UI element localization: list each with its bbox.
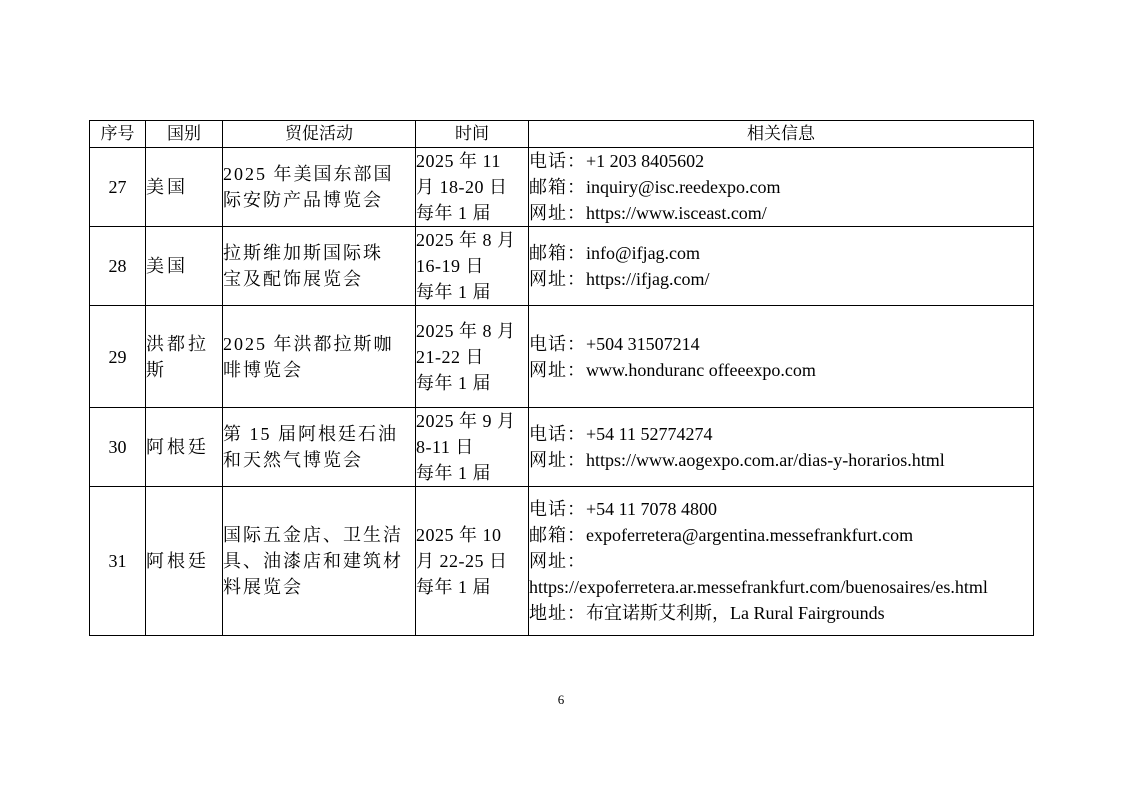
info-website-url (529, 574, 1033, 600)
time-line: 每年 1 届 (416, 282, 491, 302)
phone-value: +1 203 8405602 (586, 151, 705, 171)
event-line: 宝及配饰展览会 (223, 269, 363, 289)
info-label: 电话： (529, 151, 586, 171)
event-line: 拉斯维加斯国际珠 (223, 243, 383, 263)
row-info (529, 487, 1034, 636)
table-header-row (90, 121, 1034, 148)
time-line: 每年 1 届 (416, 372, 491, 393)
time-line: 月 22-25 日 (416, 551, 508, 571)
info-label: 网址： (529, 203, 586, 223)
time-line: 8-11 日 (416, 437, 474, 457)
row-country (146, 227, 223, 306)
row-country (146, 306, 223, 408)
info-label: 邮箱： (529, 525, 586, 545)
email-link[interactable]: expoferretera@argentina.messefrankfurt.com (586, 525, 914, 545)
event-line: 第 15 届阿根廷石油 (223, 424, 398, 444)
row-country (146, 408, 223, 487)
time-line: 2025 年 9 月 (416, 411, 516, 431)
header-country: 国别 (146, 121, 223, 148)
time-line: 每年 1 届 (416, 203, 491, 223)
info-email (529, 174, 1033, 200)
row-event (223, 306, 416, 408)
event-line: 具、油漆店和建筑材 (223, 551, 403, 571)
time-line: 2025 年 8 月 (416, 320, 516, 341)
header-info: 相关信息 (529, 121, 1034, 148)
info-website (529, 357, 1033, 383)
info-label: 邮箱： (529, 243, 586, 263)
info-email (529, 522, 1033, 548)
address-value: 布宜诺斯艾利斯，La Rural Fairgrounds (586, 603, 885, 623)
country-line: 洪都拉 (146, 333, 209, 354)
info-label: 网址： (529, 269, 586, 289)
country-line: 斯 (146, 359, 167, 380)
website-link[interactable]: https://expoferretera.ar.messefrankfurt.com/buenosaires/es.html (529, 577, 988, 597)
row-info (529, 408, 1034, 487)
row-country (146, 487, 223, 636)
header-time: 时间 (416, 121, 529, 148)
time-line: 每年 1 届 (416, 463, 491, 483)
row-time (416, 408, 529, 487)
phone-value: +54 11 7078 4800 (586, 499, 717, 519)
time-line: 21-22 日 (416, 346, 484, 367)
event-line: 料展览会 (223, 577, 303, 597)
time-line: 2025 年 8 月 (416, 230, 516, 250)
info-phone (529, 496, 1033, 522)
website-link[interactable]: www.honduranc offeeexpo.com (586, 359, 816, 380)
info-phone (529, 421, 1033, 447)
event-line: 2025 年美国东部国 (223, 164, 394, 184)
info-website (529, 447, 1033, 473)
info-label: 网址： (529, 450, 586, 470)
row-number: 28 (90, 227, 146, 306)
event-line: 际安防产品博览会 (223, 190, 383, 210)
row-number: 31 (90, 487, 146, 636)
row-event (223, 227, 416, 306)
row-time (416, 227, 529, 306)
info-label: 电话： (529, 424, 586, 444)
country-line: 阿根廷 (146, 437, 209, 457)
country-line: 美国 (146, 256, 188, 276)
time-line: 2025 年 10 (416, 525, 502, 545)
info-phone (529, 331, 1033, 357)
row-info (529, 148, 1034, 227)
event-line: 国际五金店、卫生洁 (223, 525, 403, 545)
info-label: 网址： (529, 359, 586, 380)
header-event: 贸促活动 (223, 121, 416, 148)
time-line: 每年 1 届 (416, 577, 491, 597)
info-label: 网址： (529, 551, 586, 571)
trade-promotion-table (89, 120, 1034, 636)
row-time (416, 306, 529, 408)
time-line: 月 18-20 日 (416, 177, 508, 197)
row-number: 27 (90, 148, 146, 227)
row-time (416, 148, 529, 227)
phone-value: +504 31507214 (586, 333, 700, 354)
info-label: 地址： (529, 603, 586, 623)
table-row (90, 227, 1034, 306)
time-line: 2025 年 11 (416, 151, 501, 171)
info-website (529, 200, 1033, 226)
row-event (223, 487, 416, 636)
country-line: 美国 (146, 177, 188, 197)
row-number: 29 (90, 306, 146, 408)
info-phone (529, 148, 1033, 174)
event-line: 啡博览会 (223, 359, 303, 380)
header-num: 序号 (90, 121, 146, 148)
info-address (529, 600, 1033, 626)
table-row (90, 306, 1034, 408)
event-line: 和天然气博览会 (223, 450, 363, 470)
table-row (90, 487, 1034, 636)
website-link[interactable]: https://www.isceast.com/ (586, 203, 767, 223)
table-row (90, 148, 1034, 227)
email-link[interactable]: inquiry@isc.reedexpo.com (586, 177, 781, 197)
row-time (416, 487, 529, 636)
row-info (529, 227, 1034, 306)
time-line: 16-19 日 (416, 256, 484, 276)
email-link[interactable]: info@ifjag.com (586, 243, 701, 263)
info-email (529, 240, 1033, 266)
info-label: 电话： (529, 333, 586, 354)
row-number: 30 (90, 408, 146, 487)
row-event (223, 148, 416, 227)
row-event (223, 408, 416, 487)
website-link[interactable]: https://www.aogexpo.com.ar/dias-y-horarios.html (586, 450, 945, 470)
row-info (529, 306, 1034, 408)
table-row (90, 408, 1034, 487)
info-label: 电话： (529, 499, 586, 519)
country-line: 阿根廷 (146, 551, 209, 571)
phone-value: +54 11 52774274 (586, 424, 713, 444)
info-label: 邮箱： (529, 177, 586, 197)
info-website (529, 266, 1033, 292)
website-link[interactable]: https://ifjag.com/ (586, 269, 710, 289)
info-website-label (529, 548, 1033, 574)
row-country (146, 148, 223, 227)
event-line: 2025 年洪都拉斯咖 (223, 333, 394, 354)
page-number: 6 (557, 692, 565, 707)
